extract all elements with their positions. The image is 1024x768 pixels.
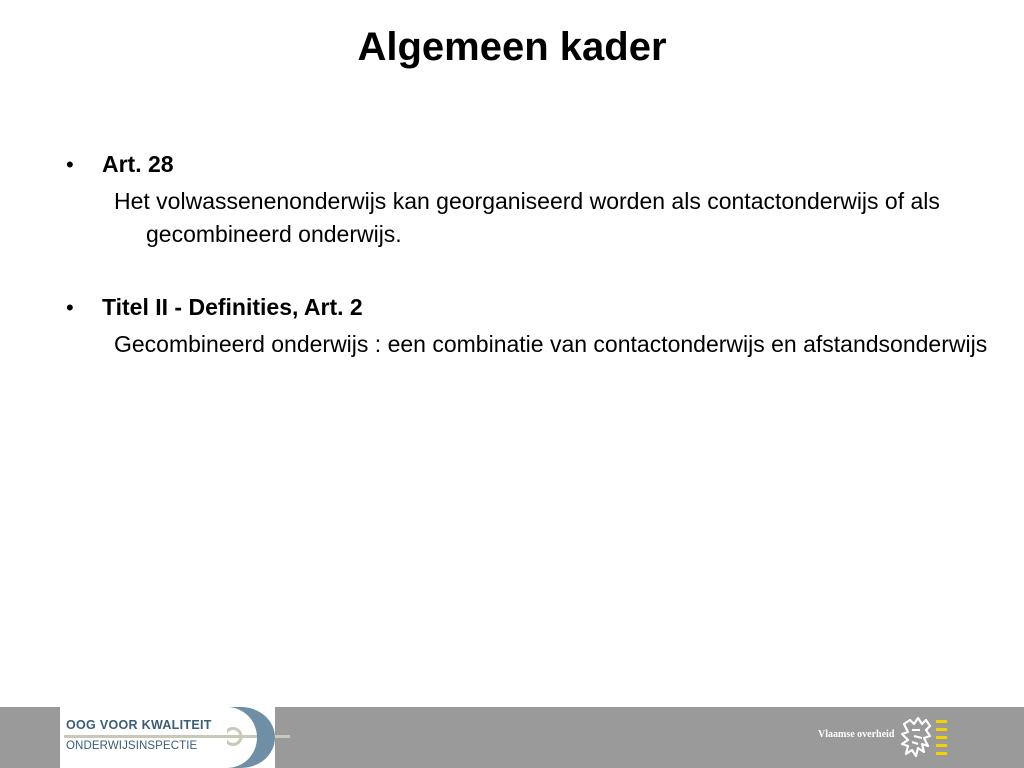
bullet-heading: Art. 28 [102,151,174,177]
bullet-text: Het volwassenenonderwijs kan georganiseerd worden als contactonderwijs of als gecombineerd onderwijs. [114,188,940,247]
bullet-item [62,148,992,251]
bullet-row [62,148,992,181]
bullet-item [62,291,992,361]
eye-emblem-icon [227,707,275,768]
logo-tagline: OOG VOOR KWALITEIT [66,718,212,732]
inspection-logo [60,707,275,768]
bullet-heading: Titel II - Definities, Art. 2 [102,294,363,320]
slide-title: Algemeen kader [357,25,667,69]
flemish-lion-icon [900,716,950,760]
bullet-row [62,291,992,324]
logo-org-name: ONDERWIJSINSPECTIE [66,740,198,752]
footer-bar [0,707,1024,768]
bullet-glyph: • [66,152,74,177]
bullet-glyph: • [66,295,74,320]
bullet-text: Gecombineerd onderwijs : een combinatie van contactonderwijs en afstandsonderwijs [114,331,988,357]
slide-content [62,148,992,401]
government-label: Vlaamse overheid [818,729,895,740]
